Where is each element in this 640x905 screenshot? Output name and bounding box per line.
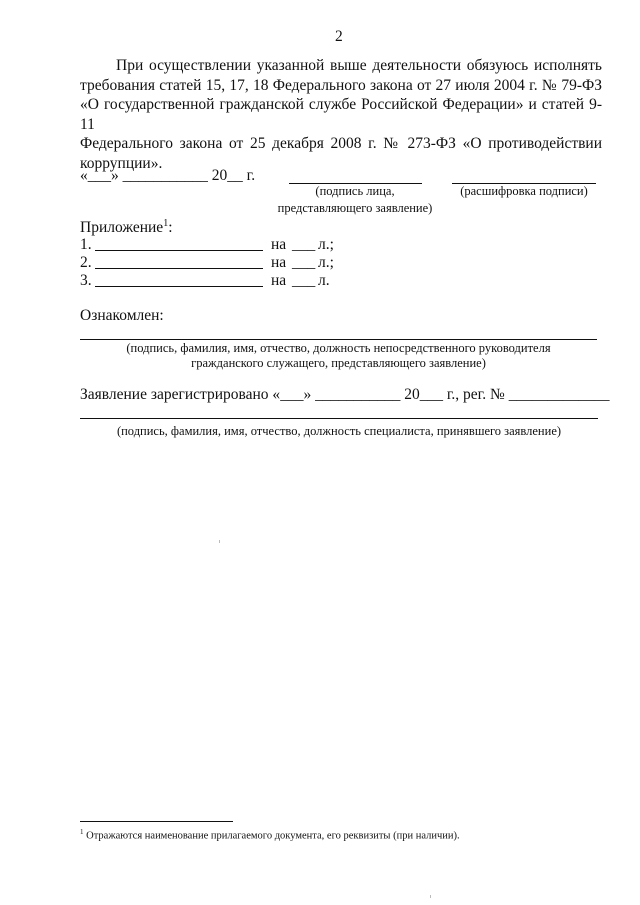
commitment-paragraph — [80, 56, 602, 173]
scan-speck — [219, 540, 220, 543]
registration-signature-line[interactable] — [80, 418, 598, 419]
signature-caption-line: (подпись лица, — [315, 184, 395, 198]
registration-line — [80, 386, 609, 404]
attachment-sheets-blank-1[interactable]: ___ — [292, 236, 316, 253]
attachment-unit-3: л. — [318, 272, 330, 289]
attachment-name-field-1[interactable] — [95, 250, 263, 251]
footnote-number: 1 — [80, 828, 84, 836]
footnote-text: Отражаются наименование прилагаемого документа, его реквизиты (при наличии). — [86, 830, 460, 842]
date-field[interactable] — [80, 167, 255, 185]
page-number: 2 — [335, 28, 343, 45]
registration-caption: (подпись, фамилия, имя, отчество, должность специалиста, принявшего заявление) — [116, 424, 562, 438]
registration-year-blank[interactable]: ___ — [419, 386, 443, 403]
day-blank[interactable]: ___ — [87, 167, 111, 184]
year-blank[interactable]: __ — [227, 167, 243, 184]
year-prefix: 20 — [211, 167, 228, 184]
registration-year-prefix: 20 — [404, 386, 420, 403]
acquainted-caption-line: (подпись, фамилия, имя, отчество, должность непосредственного руководителя — [126, 341, 551, 355]
registration-year-suffix: г., рег. № — [446, 386, 505, 403]
attachment-sheets-blank-3[interactable]: ___ — [292, 272, 316, 289]
attachments-title-text: Приложение — [80, 219, 164, 237]
attachment-unit-2: л.; — [318, 254, 334, 271]
attachment-name-field-2[interactable] — [95, 268, 263, 269]
attachments-title — [80, 218, 173, 237]
attachments-colon: : — [168, 219, 173, 237]
registration-prefix: Заявление зарегистрировано « — [80, 386, 281, 403]
registration-day-blank[interactable]: ___ — [280, 386, 304, 403]
paragraph-line: «О государственной гражданской службе Российской Федерации» и статей 9-11 — [80, 96, 602, 133]
registration-number-blank[interactable]: _____________ — [508, 386, 610, 403]
paragraph-line: коррупции». — [80, 154, 163, 172]
acquainted-signature-line[interactable] — [80, 339, 597, 340]
registration-close-quote: » — [303, 386, 312, 403]
signature-caption-line: представляющего заявление) — [277, 201, 433, 215]
signature-caption — [250, 183, 460, 217]
decoding-caption: (расшифровка подписи) — [460, 184, 588, 198]
attachment-unit-1: л.; — [318, 236, 334, 253]
attachment-name-field-3[interactable] — [95, 286, 263, 287]
open-quote: « — [80, 167, 88, 184]
attachment-na-2: на — [271, 254, 287, 271]
attachment-na-1: на — [271, 236, 287, 253]
acquainted-caption-line: гражданского служащего, представляющего заявление) — [191, 356, 486, 370]
attachment-item-1: 1. — [80, 236, 92, 253]
acquainted-caption — [80, 341, 597, 371]
acquainted-label: Ознакомлен: — [80, 307, 164, 324]
year-suffix: г. — [246, 167, 256, 184]
attachment-na-3: на — [271, 272, 287, 289]
attachment-sheets-blank-2[interactable]: ___ — [292, 254, 316, 271]
scan-speck — [430, 895, 431, 898]
footnote-mark: 1 — [163, 218, 169, 229]
paragraph-line: При осуществлении указанной выше деятельности обязуюсь исполнять — [116, 57, 602, 74]
footnote-separator — [80, 821, 233, 822]
attachment-item-2: 2. — [80, 254, 92, 271]
month-blank[interactable]: ___________ — [122, 167, 208, 184]
paragraph-line: Федерального закона от 25 декабря 2008 г. № 273-ФЗ «О противодействии — [80, 135, 602, 152]
footnote — [80, 828, 460, 842]
attachment-item-3: 3. — [80, 272, 92, 289]
paragraph-line: требования статей 15, 17, 18 Федерального закона от 27 июля 2004 г. № 79-ФЗ — [80, 76, 602, 94]
registration-month-blank[interactable]: ___________ — [315, 386, 401, 403]
close-quote: » — [111, 167, 119, 184]
